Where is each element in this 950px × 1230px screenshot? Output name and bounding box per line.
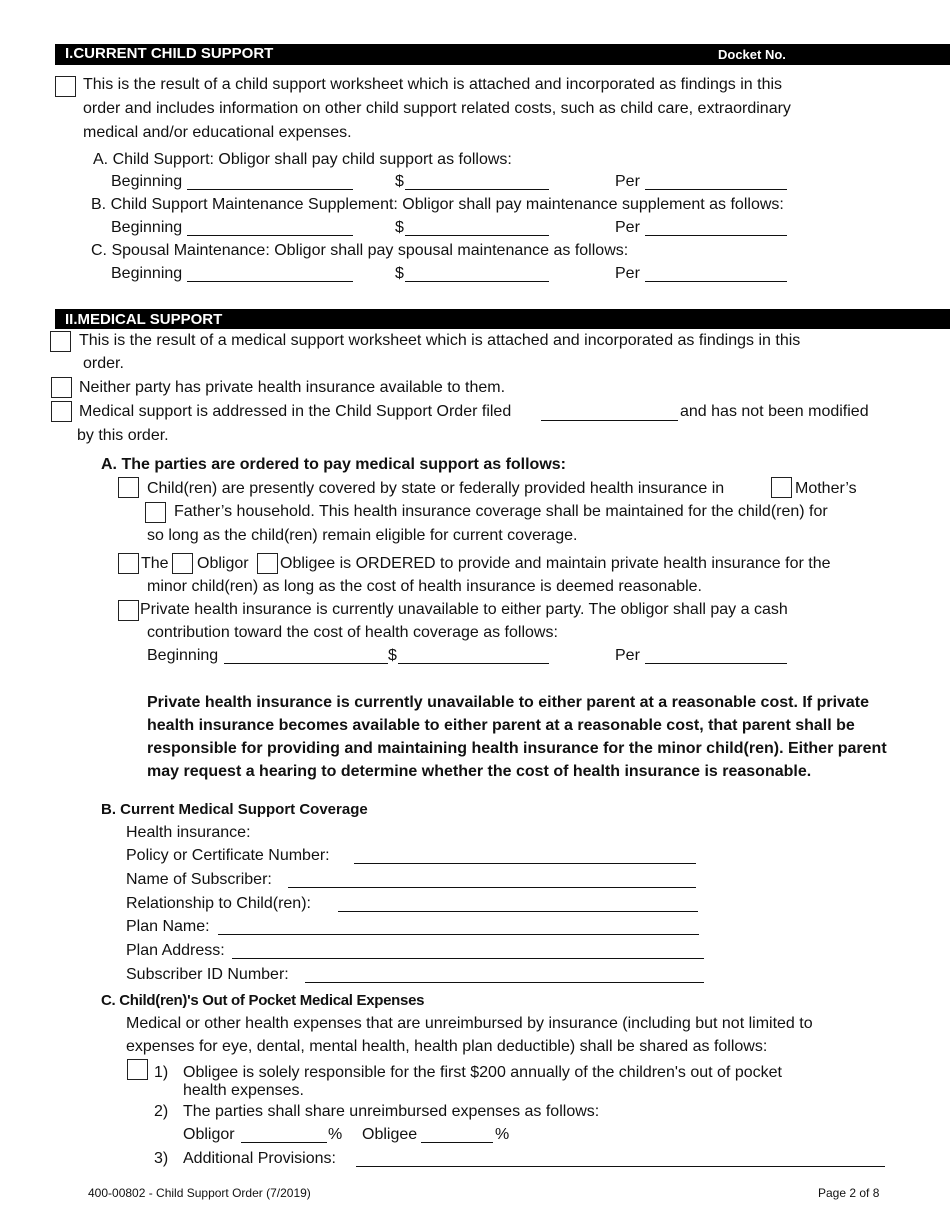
first-200-text-2: health expenses. bbox=[183, 1082, 304, 1099]
item-3-number: 3) bbox=[154, 1150, 169, 1167]
obligor-share-field[interactable] bbox=[241, 1142, 327, 1143]
child-support-per-label: Per bbox=[615, 173, 640, 190]
cash-amount-field[interactable] bbox=[398, 663, 549, 664]
insurance-notice: Private health insurance is currently unavailable to either parent at a reasonable cost. If private health insurance becomes available to either parent at a reasonable cost, that parent shall be responsible for providing and maintaining health insurance for the minor child(ren). Either parent may request a hearing to determine whether the cost of health insurance is reasonable. bbox=[147, 694, 887, 780]
section-title: II.MEDICAL SUPPORT bbox=[65, 311, 223, 328]
spousal-beginning-field[interactable] bbox=[187, 281, 353, 282]
obligee-percent-sign: % bbox=[495, 1126, 510, 1143]
private-insurance-ordered-checkbox[interactable] bbox=[118, 553, 139, 574]
first-200-text-1: Obligee is solely responsible for the first $200 annually of the children's out of pocket bbox=[183, 1064, 782, 1081]
mother-household-label: Mother’s bbox=[795, 480, 857, 497]
relationship-field[interactable] bbox=[338, 911, 698, 912]
private-insurance-ordered-text-2: minor child(ren) as long as the cost of health insurance is deemed reasonable. bbox=[147, 578, 702, 595]
docket-label: Docket No. bbox=[718, 47, 786, 62]
out-of-pocket-title: C. Child(ren)'s Out of Pocket Medical Expenses bbox=[101, 992, 425, 1009]
out-of-pocket-text-2: expenses for eye, dental, mental health, health plan deductible) shall be shared as follows: bbox=[126, 1038, 768, 1055]
obligee-checkbox[interactable] bbox=[257, 553, 278, 574]
section-header-medical-support bbox=[55, 309, 950, 329]
obligor-checkbox[interactable] bbox=[172, 553, 193, 574]
child-support-beginning-label: Beginning bbox=[111, 173, 183, 190]
worksheet-checkbox[interactable] bbox=[55, 76, 76, 97]
state-coverage-text-1: Child(ren) are presently covered by state or federally provided health insurance in bbox=[147, 480, 725, 497]
child-support-per-field[interactable] bbox=[645, 189, 787, 190]
child-support-amount-field[interactable] bbox=[405, 189, 549, 190]
health-insurance-label: Health insurance: bbox=[126, 824, 251, 841]
state-coverage-text-3: so long as the child(ren) remain eligible for current coverage. bbox=[147, 527, 578, 544]
not-modified-text: and has not been modified bbox=[680, 403, 869, 420]
medical-order-title: A. The parties are ordered to pay medical support as follows: bbox=[101, 456, 566, 473]
spousal-per-field[interactable] bbox=[645, 281, 787, 282]
cash-contribution-text-1: Private health insurance is currently unavailable to either party. The obligor shall pay a cash bbox=[140, 601, 788, 618]
share-expenses-text: The parties shall share unreimbursed expenses as follows: bbox=[183, 1103, 600, 1120]
form-id: 400-00802 - Child Support Order (7/2019) bbox=[88, 1186, 311, 1200]
policy-number-field[interactable] bbox=[354, 863, 696, 864]
page-number: Page 2 of 8 bbox=[818, 1186, 880, 1200]
subscriber-name-field[interactable] bbox=[288, 887, 696, 888]
no-private-insurance-checkbox[interactable] bbox=[51, 377, 72, 398]
supplement-per-label: Per bbox=[615, 219, 640, 236]
father-household-checkbox[interactable] bbox=[145, 502, 166, 523]
out-of-pocket-text-1: Medical or other health expenses that are unreimbursed by insurance (including but not limited to bbox=[126, 1015, 813, 1032]
obligee-share-field[interactable] bbox=[421, 1142, 493, 1143]
subscriber-name-label: Name of Subscriber: bbox=[126, 871, 272, 888]
supplement-beginning-field[interactable] bbox=[187, 235, 353, 236]
additional-provisions-field[interactable] bbox=[356, 1166, 885, 1167]
private-insurance-ordered-text-1: Obligee is ORDERED to provide and maintain private health insurance for the bbox=[280, 555, 831, 572]
supplement-per-field[interactable] bbox=[645, 235, 787, 236]
cash-per-field[interactable] bbox=[645, 663, 787, 664]
child-support-dollar-sign: $ bbox=[395, 173, 404, 190]
cash-dollar-sign: $ bbox=[388, 647, 397, 664]
the-label: The bbox=[141, 555, 169, 572]
additional-provisions-label: Additional Provisions: bbox=[183, 1150, 336, 1167]
by-this-order-text: by this order. bbox=[77, 427, 169, 444]
cash-beginning-field[interactable] bbox=[224, 663, 388, 664]
obligor-label: Obligor bbox=[197, 555, 249, 572]
spousal-amount-field[interactable] bbox=[405, 281, 549, 282]
medical-worksheet-text-2: order. bbox=[83, 355, 124, 372]
subscriber-id-label: Subscriber ID Number: bbox=[126, 966, 289, 983]
subscriber-id-field[interactable] bbox=[305, 982, 704, 983]
obligee-share-label: Obligee bbox=[362, 1126, 418, 1143]
no-private-insurance-text: Neither party has private health insurance available to them. bbox=[79, 379, 506, 396]
state-coverage-checkbox[interactable] bbox=[118, 477, 139, 498]
supplement-dollar-sign: $ bbox=[395, 219, 404, 236]
state-coverage-text-2: Father’s household. This health insurance coverage shall be maintained for the child(ren) for bbox=[174, 503, 828, 520]
spousal-beginning-label: Beginning bbox=[111, 265, 183, 282]
first-200-checkbox[interactable] bbox=[127, 1059, 148, 1080]
addressed-in-order-checkbox[interactable] bbox=[51, 401, 72, 422]
plan-name-label: Plan Name: bbox=[126, 918, 210, 935]
item-2-number: 2) bbox=[154, 1103, 169, 1120]
item-1-number: 1) bbox=[154, 1064, 169, 1081]
plan-name-field[interactable] bbox=[218, 934, 699, 935]
obligor-share-label: Obligor bbox=[183, 1126, 235, 1143]
section-header-current-child-support bbox=[55, 44, 950, 65]
medical-worksheet-checkbox[interactable] bbox=[50, 331, 71, 352]
order-filed-date-field[interactable] bbox=[541, 420, 678, 421]
obligor-percent-sign: % bbox=[328, 1126, 343, 1143]
cash-contribution-text-2: contribution toward the cost of health coverage as follows: bbox=[147, 624, 558, 641]
child-support-beginning-field[interactable] bbox=[187, 189, 353, 190]
cash-contribution-checkbox[interactable] bbox=[118, 600, 139, 621]
supplement-beginning-label: Beginning bbox=[111, 219, 183, 236]
medical-worksheet-text-1: This is the result of a medical support worksheet which is attached and incorporated as findings in this bbox=[79, 332, 801, 349]
relationship-label: Relationship to Child(ren): bbox=[126, 895, 311, 912]
spousal-dollar-sign: $ bbox=[395, 265, 404, 282]
child-support-label: A. Child Support: Obligor shall pay child support as follows: bbox=[93, 151, 512, 168]
addressed-in-order-text: Medical support is addressed in the Child Support Order filed bbox=[79, 403, 512, 420]
maintenance-supplement-label: B. Child Support Maintenance Supplement: Obligor shall pay maintenance supplement as follows: bbox=[91, 196, 784, 213]
spousal-maintenance-label: C. Spousal Maintenance: Obligor shall pay spousal maintenance as follows: bbox=[91, 242, 629, 259]
supplement-amount-field[interactable] bbox=[405, 235, 549, 236]
plan-address-label: Plan Address: bbox=[126, 942, 225, 959]
spousal-per-label: Per bbox=[615, 265, 640, 282]
worksheet-text-1: This is the result of a child support worksheet which is attached and incorporated as findings in this bbox=[83, 76, 783, 93]
plan-address-field[interactable] bbox=[232, 958, 704, 959]
worksheet-text-3: medical and/or educational expenses. bbox=[83, 124, 352, 141]
cash-beginning-label: Beginning bbox=[147, 647, 219, 664]
current-coverage-title: B. Current Medical Support Coverage bbox=[101, 801, 368, 818]
section-title: I.CURRENT CHILD SUPPORT bbox=[65, 45, 274, 62]
policy-number-label: Policy or Certificate Number: bbox=[126, 847, 330, 864]
cash-per-label: Per bbox=[615, 647, 640, 664]
mother-household-checkbox[interactable] bbox=[771, 477, 792, 498]
worksheet-text-2: order and includes information on other child support related costs, such as child care, extraordinary bbox=[83, 100, 791, 117]
